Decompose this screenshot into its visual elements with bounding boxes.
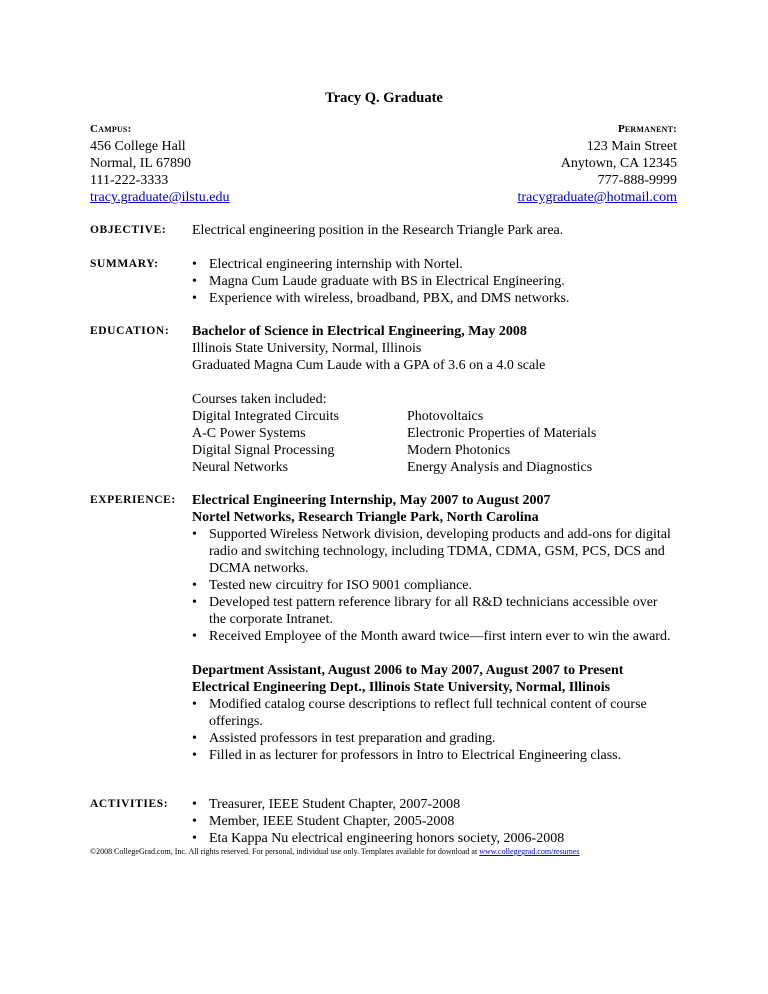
summary-list xyxy=(192,256,692,307)
job-duty-item: • Developed test pattern reference library for all R&D technicians accessible over the corporate Intranet. xyxy=(192,594,692,628)
summary-item: • Magna Cum Laude graduate with BS in Electrical Engineering. xyxy=(192,273,692,290)
course-item: Modern Photonics xyxy=(407,443,511,458)
education-degree: Bachelor of Science in Electrical Engineering, May 2008 xyxy=(192,324,527,339)
course-item: Digital Signal Processing xyxy=(192,443,335,458)
education-honors: Graduated Magna Cum Laude with a GPA of 3.6 on a 4.0 scale xyxy=(192,358,546,373)
copyright-footer xyxy=(90,846,580,858)
summary-label: SUMMARY: xyxy=(90,258,159,270)
permanent-email-link[interactable]: tracygraduate@hotmail.com xyxy=(517,190,677,205)
footer-text: ©2008 CollegeGrad.com, Inc. All rights reserved. For personal, individual use only. Templates available for download at xyxy=(90,847,480,856)
permanent-header: Permanent: xyxy=(617,123,677,135)
course-item: A-C Power Systems xyxy=(192,426,306,441)
campus-header: Campus: xyxy=(90,123,132,135)
permanent-phone: 777-888-9999 xyxy=(597,173,677,188)
course-item: Photovoltaics xyxy=(407,409,484,424)
activity-item: • Eta Kappa Nu electrical engineering honors society, 2006-2008 xyxy=(192,830,692,847)
campus-address-block xyxy=(90,121,230,206)
permanent-address-block xyxy=(518,121,677,206)
course-item: Energy Analysis and Diagnostics xyxy=(407,460,593,475)
job-duties-list xyxy=(192,526,692,645)
candidate-name: Tracy Q. Graduate xyxy=(325,90,443,106)
education-school: Illinois State University, Normal, Illinois xyxy=(192,341,422,356)
summary-item: • Experience with wireless, broadband, PBX, and DMS networks. xyxy=(192,290,692,307)
footer-link[interactable]: www.collegegrad.com/resumes xyxy=(479,847,580,856)
job-duty-item: • Received Employee of the Month award twice—first intern ever to win the award. xyxy=(192,628,692,645)
activity-item: • Member, IEEE Student Chapter, 2005-2008 xyxy=(192,813,692,830)
course-item: Neural Networks xyxy=(192,460,289,475)
job-title: Department Assistant, August 2006 to May 2007, August 2007 to Present xyxy=(192,663,624,678)
objective-text: Electrical engineering position in the Research Triangle Park area. xyxy=(192,223,564,238)
activity-item: • Treasurer, IEEE Student Chapter, 2007-2008 xyxy=(192,796,692,813)
permanent-city: Anytown, CA 12345 xyxy=(560,156,677,171)
summary-item: • Electrical engineering internship with Nortel. xyxy=(192,256,692,273)
campus-email-link[interactable]: tracy.graduate@ilstu.edu xyxy=(90,190,230,205)
campus-phone: 111-222-3333 xyxy=(90,173,169,188)
job-organization: Nortel Networks, Research Triangle Park, North Carolina xyxy=(192,510,539,525)
courses-table xyxy=(192,408,692,476)
job-duty-item: • Supported Wireless Network division, developing products and add-ons for digital radio and switching technology, including TDMA, CDMA, GSM, PCS, DCS and DCMA networks. xyxy=(192,526,692,577)
job-duties-list xyxy=(192,696,692,764)
experience-label: EXPERIENCE: xyxy=(90,494,176,506)
course-item: Electronic Properties of Materials xyxy=(407,426,597,441)
campus-city: Normal, IL 67890 xyxy=(90,156,191,171)
job-organization: Electrical Engineering Dept., Illinois State University, Normal, Illinois xyxy=(192,680,611,695)
activities-list xyxy=(192,796,692,847)
job-duty-item: • Filled in as lecturer for professors in Intro to Electrical Engineering class. xyxy=(192,747,692,764)
job-duty-item: • Tested new circuitry for ISO 9001 compliance. xyxy=(192,577,692,594)
job-duty-item: • Assisted professors in test preparation and grading. xyxy=(192,730,692,747)
education-label: EDUCATION: xyxy=(90,325,170,337)
activities-label: ACTIVITIES: xyxy=(90,798,169,810)
courses-intro: Courses taken included: xyxy=(192,392,327,407)
job-title: Electrical Engineering Internship, May 2007 to August 2007 xyxy=(192,493,551,508)
job-duty-item: • Modified catalog course descriptions to reflect full technical content of course offerings. xyxy=(192,696,692,730)
course-item: Digital Integrated Circuits xyxy=(192,409,339,424)
permanent-street: 123 Main Street xyxy=(586,139,677,154)
objective-label: OBJECTIVE: xyxy=(90,224,167,236)
campus-street: 456 College Hall xyxy=(90,139,186,154)
